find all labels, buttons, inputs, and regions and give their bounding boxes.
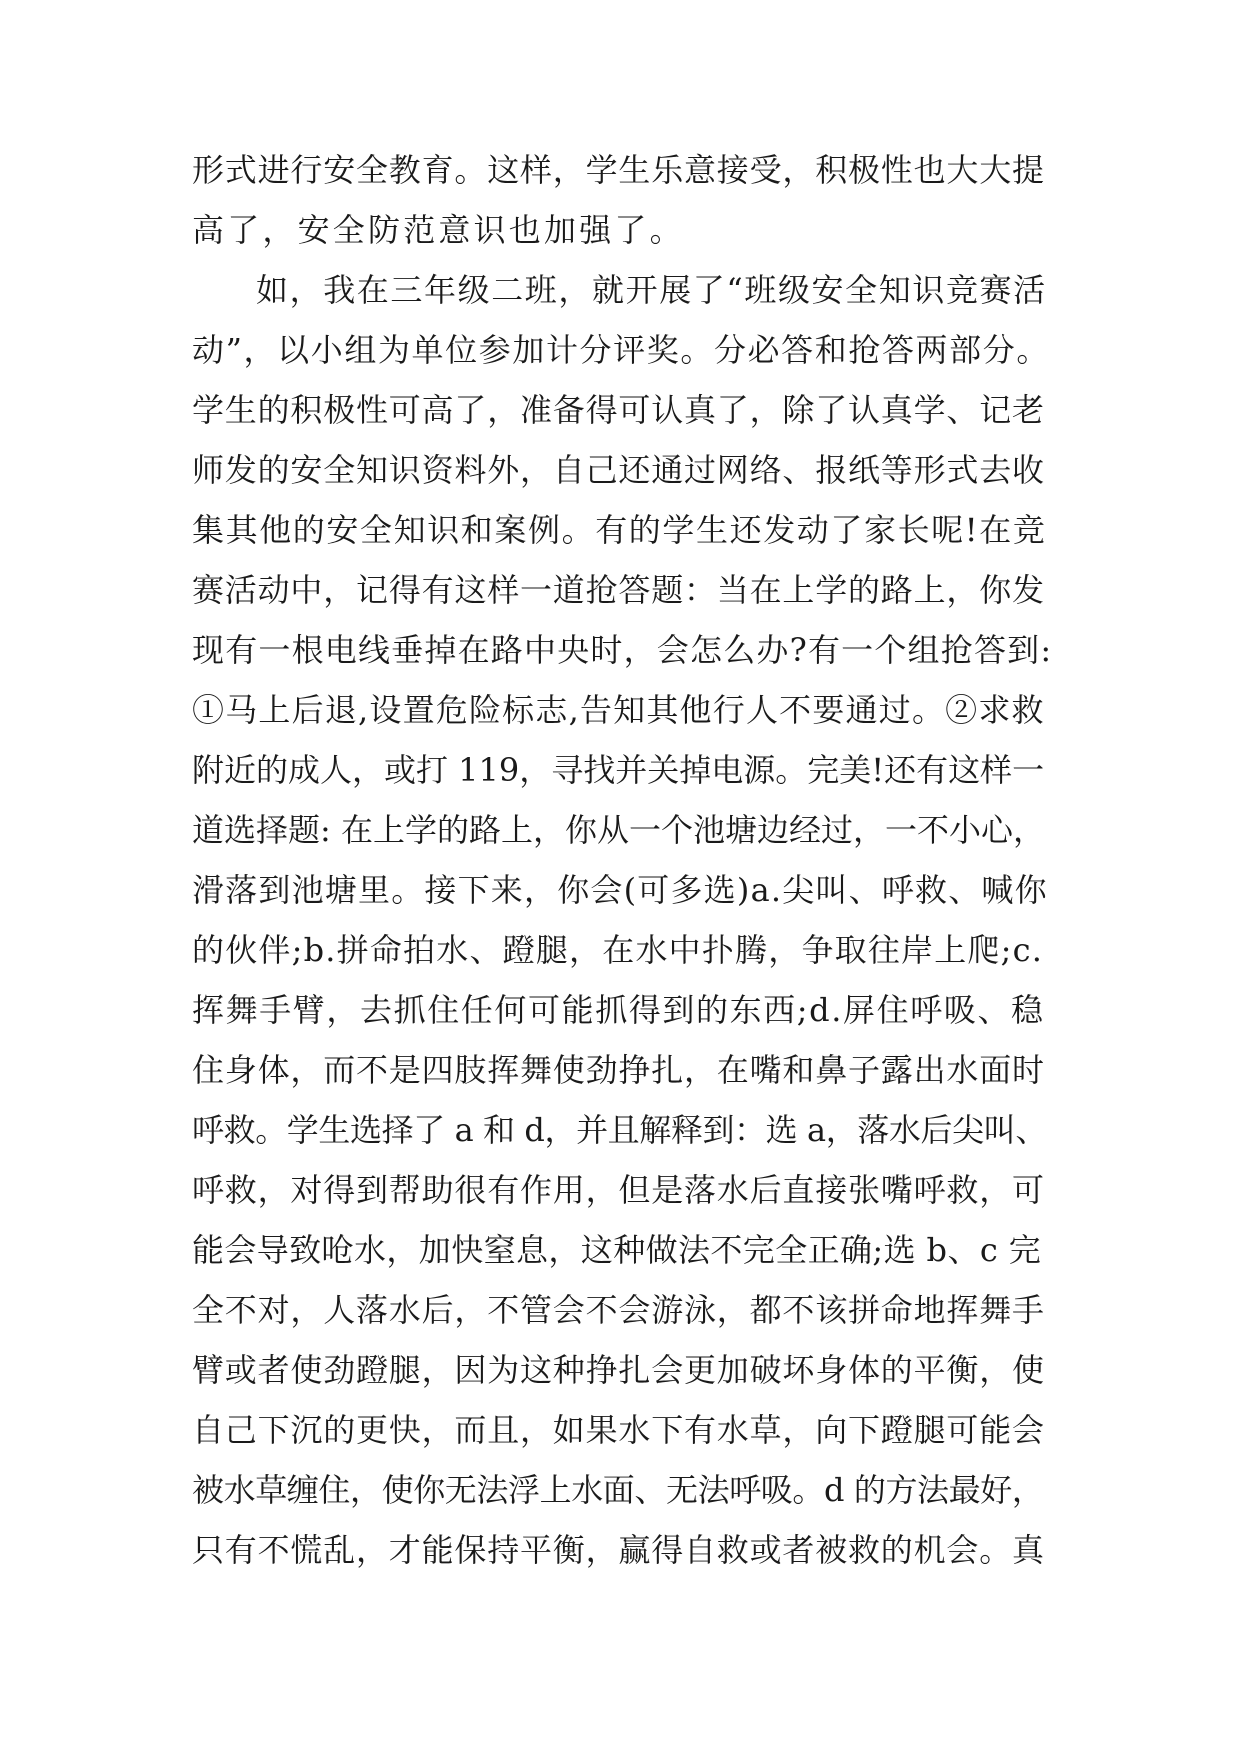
text-line: 挥舞手臂，去抓住任何可能抓得到的东西;d.屏住呼吸、稳: [192, 991, 1045, 1029]
text-line: 只有不慌乱，才能保持平衡，赢得自救或者被救的机会。真: [192, 1531, 1045, 1569]
text-line: 能会导致呛水，加快窒息，这种做法不完全正确;选 b、c 完: [192, 1231, 1042, 1269]
text-line: 滑落到池塘里。接下来，你会(可多选)a.尖叫、呼救、喊你: [192, 871, 1048, 909]
text-line: 臂或者使劲蹬腿，因为这种挣扎会更加破坏身体的平衡，使: [192, 1351, 1045, 1389]
text-line: 高了，安全防范意识也加强了。: [192, 211, 685, 249]
paragraph-first-line: 如，我在三年级二班，就开展了“班级安全知识竞赛活: [256, 271, 1047, 309]
text-line: 动”，以小组为单位参加计分评奖。分必答和抢答两部分。: [192, 331, 1050, 369]
text-line: 的伙伴;b.拼命拍水、蹬腿，在水中扑腾，争取往岸上爬;c.: [192, 931, 1044, 969]
text-line: 住身体，而不是四肢挥舞使劲挣扎，在嘴和鼻子露出水面时: [192, 1051, 1045, 1089]
text-line: 呼救。学生选择了 a 和 d，并且解释到：选 a，落水后尖叫、: [192, 1111, 1047, 1149]
text-line: 附近的成人，或打 119，寻找并关掉电源。完美!还有这样一: [192, 751, 1045, 789]
text-line: 形式进行安全教育。这样，学生乐意接受，积极性也大大提: [192, 151, 1045, 189]
text-line: 现有一根电线垂掉在路中央时，会怎么办?有一个组抢答到:: [192, 631, 1053, 669]
text-line: 全不对，人落水后，不管会不会游泳，都不该拼命地挥舞手: [192, 1291, 1045, 1329]
text-line: 自己下沉的更快，而且，如果水下有水草，向下蹬腿可能会: [192, 1411, 1045, 1449]
text-line: 学生的积极性可高了，准备得可认真了，除了认真学、记老: [192, 391, 1045, 429]
text-line: 师发的安全知识资料外，自己还通过网络、报纸等形式去收: [192, 451, 1045, 489]
text-line: 道选择题: 在上学的路上，你从一个池塘边经过，一不小心，: [192, 811, 1045, 849]
text-line: 呼救，对得到帮助很有作用，但是落水后直接张嘴呼救，可: [192, 1171, 1045, 1209]
text-line: 被水草缠住，使你无法浮上水面、无法呼吸。d 的方法最好，: [192, 1471, 1044, 1509]
text-line: 集其他的安全知识和案例。有的学生还发动了家长呢!在竞: [192, 511, 1047, 549]
text-line: ①马上后退,设置危险标志,告知其他行人不要通过。②求救: [192, 691, 1045, 729]
text-line: 赛活动中，记得有这样一道抢答题：当在上学的路上，你发: [192, 571, 1045, 609]
